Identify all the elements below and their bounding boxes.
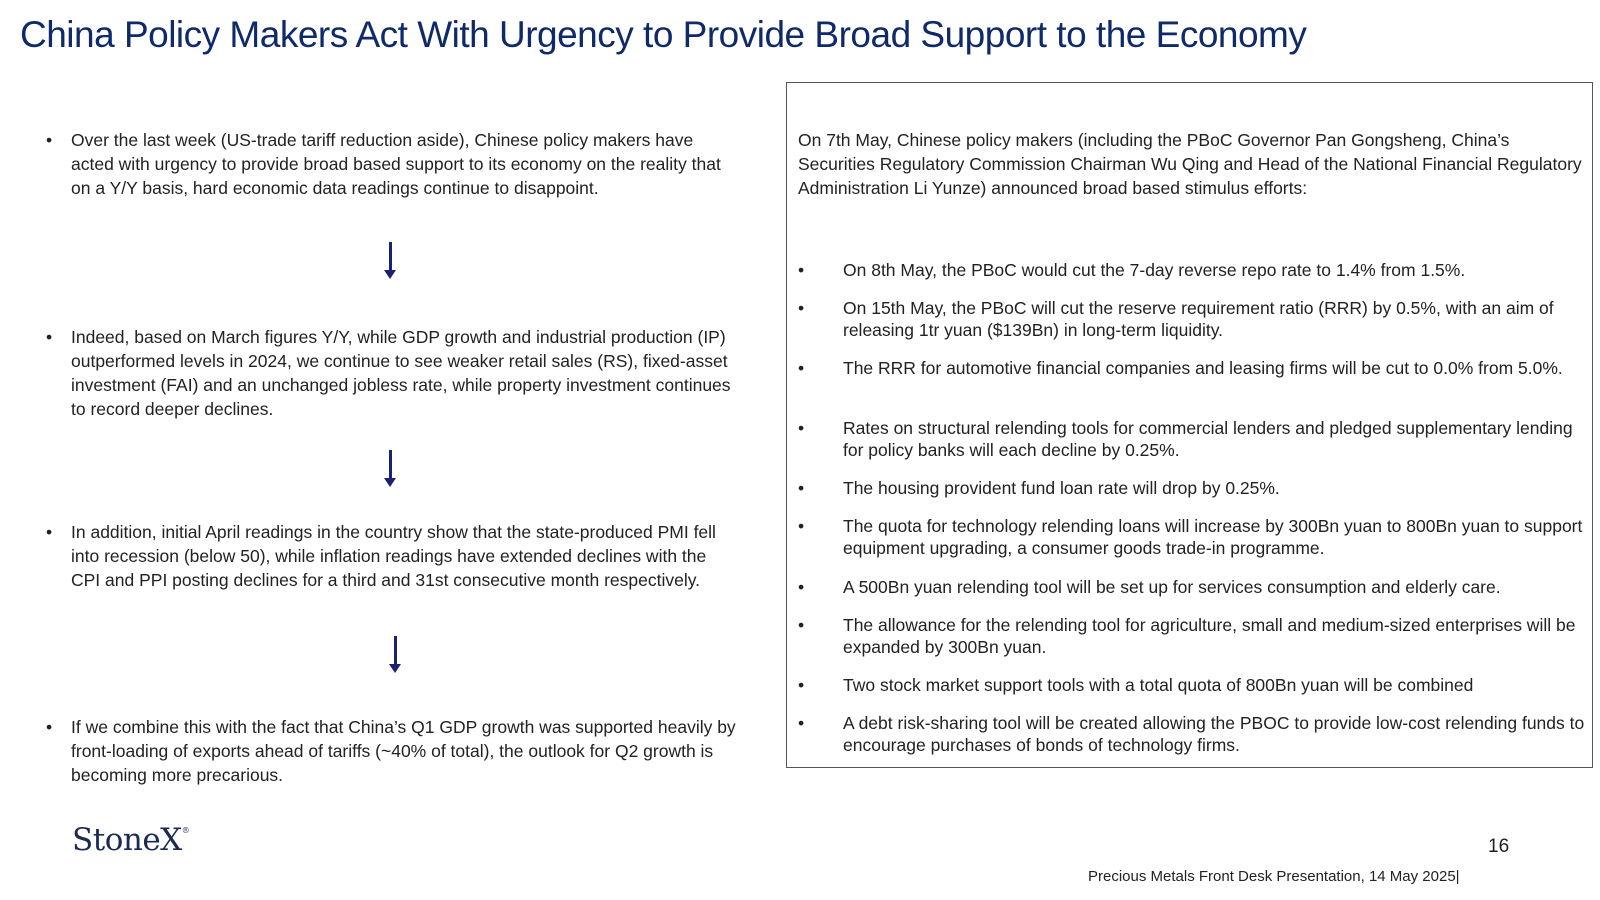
- measure-text: The housing provident fund loan rate will drop by 0.25%.: [843, 478, 1280, 498]
- measure-item: [798, 614, 1588, 658]
- left-bullet-3: [46, 520, 736, 592]
- registered-mark: ®: [181, 826, 190, 835]
- bullet-dot: •: [798, 418, 805, 438]
- left-bullet-text: In addition, initial April readings in the country show that the state-produced PMI fell into recession (below 50), while inflation readings have extended declines with the CPI and PPI posting declines for a third and 31st consecutive month respectively.: [71, 522, 716, 590]
- stonex-logo: [72, 822, 189, 858]
- measure-item: [798, 417, 1588, 461]
- bullet-dot: •: [46, 327, 53, 347]
- measure-text: The quota for technology relending loans will increase by 300Bn yuan to 800Bn yuan to support equipment upgrading, a consumer goods trade-in programme.: [843, 516, 1583, 558]
- measure-text: On 15th May, the PBoC will cut the reserve requirement ratio (RRR) by 0.5%, with an aim of releasing 1tr yuan ($139Bn) in long-term liquidity.: [843, 298, 1554, 340]
- measure-item: [798, 297, 1588, 341]
- left-bullet-1: [46, 128, 736, 200]
- bullet-dot: •: [46, 522, 53, 542]
- bullet-dot: •: [798, 478, 805, 498]
- measure-item: [798, 477, 1588, 499]
- measure-text: A debt risk-sharing tool will be created allowing the PBOC to provide low-cost relending funds to encourage purchases of bonds of technology firms.: [843, 713, 1585, 755]
- bullet-dot: •: [798, 298, 805, 318]
- bullet-dot: •: [798, 577, 805, 597]
- measure-item: [798, 712, 1588, 756]
- left-bullet-text: If we combine this with the fact that China’s Q1 GDP growth was supported heavily by front-loading of exports ahead of tariffs (~40% of total), the outlook for Q2 growth is becoming more precarious.: [71, 717, 736, 785]
- logo-text: StoneX: [72, 822, 182, 858]
- footer-text: Precious Metals Front Desk Presentation, 14 May 2025|: [1088, 868, 1460, 885]
- left-bullet-2: [46, 325, 736, 421]
- measure-item: [798, 674, 1588, 696]
- measure-item: [798, 259, 1588, 281]
- bullet-dot: •: [798, 713, 805, 733]
- left-bullet-4: [46, 715, 736, 787]
- measure-text: On 8th May, the PBoC would cut the 7-day reverse repo rate to 1.4% from 1.5%.: [843, 260, 1466, 280]
- bullet-dot: •: [798, 260, 805, 280]
- measure-text: The RRR for automotive financial companies and leasing firms will be cut to 0.0% from 5.0%.: [843, 358, 1563, 378]
- page-number: 16: [1488, 836, 1510, 857]
- bullet-dot: •: [798, 615, 805, 635]
- measure-item: [798, 576, 1588, 598]
- bullet-dot: •: [798, 358, 805, 378]
- measure-item: [798, 515, 1588, 559]
- measure-text: Two stock market support tools with a total quota of 800Bn yuan will be combined: [843, 675, 1474, 695]
- measure-item: [798, 357, 1588, 379]
- measure-text: A 500Bn yuan relending tool will be set up for services consumption and elderly care.: [843, 577, 1501, 597]
- bullet-dot: •: [46, 130, 53, 150]
- left-bullet-text: Indeed, based on March figures Y/Y, while GDP growth and industrial production (IP) outperformed levels in 2024, we continue to see weaker retail sales (RS), fixed-asset investment (FAI) and an unchanged jobless rate, while property investment continues to record deeper declines.: [71, 327, 731, 419]
- measure-text: The allowance for the relending tool for agriculture, small and medium-sized enterprises will be expanded by 300Bn yuan.: [843, 615, 1576, 657]
- bullet-dot: •: [798, 675, 805, 695]
- panel-intro: On 7th May, Chinese policy makers (including the PBoC Governor Pan Gongsheng, China’s Securities Regulatory Commission Chairman Wu Qing and Head of the National Financial Regulatory Administration Li Yunze) announced broad based stimulus efforts:: [798, 130, 1582, 198]
- bullet-dot: •: [46, 717, 53, 737]
- measure-text: Rates on structural relending tools for commercial lenders and pledged supplementary lending for policy banks will each decline by 0.25%.: [843, 418, 1573, 460]
- left-bullet-text: Over the last week (US-trade tariff reduction aside), Chinese policy makers have acted with urgency to provide broad based support to its economy on the reality that on a Y/Y basis, hard economic data readings continue to disappoint.: [71, 130, 721, 198]
- slide-title: China Policy Makers Act With Urgency to Provide Broad Support to the Economy: [20, 14, 1307, 55]
- bullet-dot: •: [798, 516, 805, 536]
